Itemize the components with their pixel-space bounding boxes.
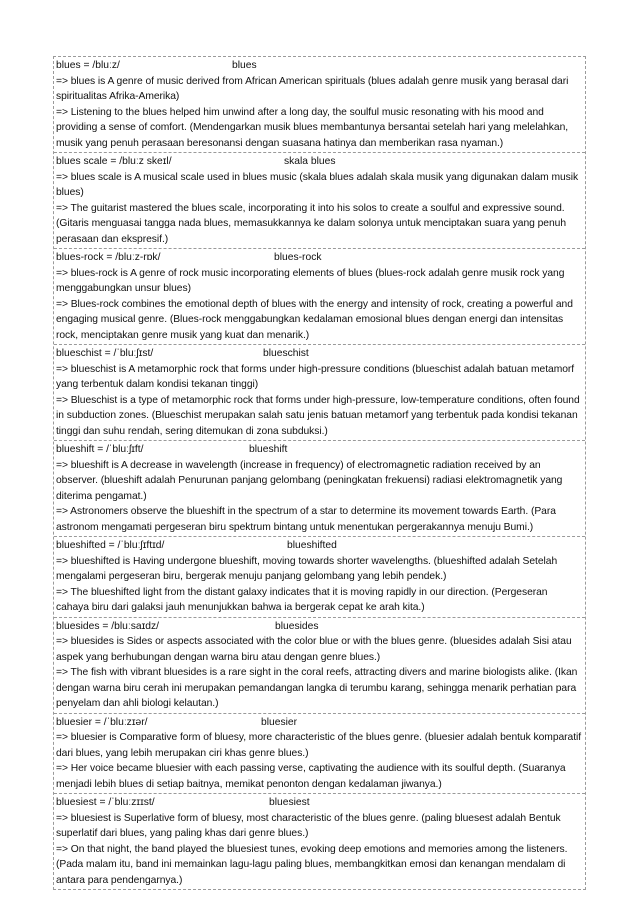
plain-word: bluesier xyxy=(261,716,298,728)
plain-word: blues xyxy=(232,60,257,71)
entry-blueschist xyxy=(54,345,585,441)
entry-blues-scale xyxy=(54,153,585,249)
headword-pronunciation: blues = /bluːz/ xyxy=(56,60,120,71)
entry-header xyxy=(56,442,583,458)
entry-blueshifted xyxy=(54,537,585,618)
definition-text: => bluesides is Sides or aspects associated with the color blue or with the blues genre. (bluesides adalah Sisi atau aspek yang berhubungan dengan warna biru atau dengan genre blues.) xyxy=(56,636,572,663)
entry-bluesides xyxy=(54,618,585,714)
entry-blues-rock xyxy=(54,249,585,345)
example-text: => The blueshifted light from the distant galaxy indicates that it is moving rapidly in our direction. (Pergeseran cahaya biru dari galaksi jauh menunjukkan bahwa ia bergerak cepat ke arah kita.) xyxy=(56,586,548,613)
plain-word: blueschist xyxy=(263,348,309,359)
definition-text: => blueshifted is Having undergone blueshift, moving towards shorter wavelengths. (blueshifted adalah Setelah mengalami pergeseran biru, bergerak menuju panjang gelombang yang lebih pendek.) xyxy=(56,555,558,582)
example-text: => Blues-rock combines the emotional depth of blues with the energy and intensity of rock, creating a powerful and engaging musical genre. (Blues-rock menggabungkan kedalaman emosional blues dengan energi dan intensitas rock, menciptakan genre musik yang kuat dan menarik.) xyxy=(56,298,573,341)
headword-pronunciation: blueshift = /ˈbluːʃɪft/ xyxy=(56,444,144,455)
plain-word: bluesiest xyxy=(269,797,310,808)
plain-word: blueshift xyxy=(249,444,288,455)
vocabulary-table xyxy=(53,56,586,890)
definition-text: => blues is A genre of music derived from African American spirituals (blues adalah genre musik yang berasal dari spiritualitas Afrika-Amerika) xyxy=(56,75,569,102)
example-text: => The fish with vibrant bluesides is a rare sight in the coral reefs, attracting divers and marine biologists alike. (Ikan dengan warna biru cerah ini merupakan pemandangan langka di terumbu karang, sehingga menarik perhatian para penyelam dan ahli biologi kelautan.) xyxy=(56,667,578,709)
headword-pronunciation: blues scale = /bluːz skeɪl/ xyxy=(56,156,172,167)
entry-header xyxy=(56,795,583,811)
example-text: => Blueschist is a type of metamorphic rock that forms under high-pressure, low-temperature conditions, often found in subduction zones. (Blueschist merupakan salah satu jenis batuan metamorf yang terbentuk pada kondisi tekanan tinggi dan suhu rendah, sering ditemukan di zona subduksi.) xyxy=(56,394,580,437)
plain-word: blueshifted xyxy=(287,540,337,551)
definition-text: => blues-rock is A genre of rock music incorporating elements of blues (blues-rock adalah genre musik rock yang menggabungkan unsur blues) xyxy=(56,267,565,294)
entry-header xyxy=(56,538,583,554)
entry-header xyxy=(56,154,583,170)
entry-header xyxy=(56,346,583,362)
example-text: => Her voice became bluesier with each passing verse, captivating the audience with its soulful depth. (Suaranya menjadi lebih blues di setiap baitnya, memikat penonton dengan kedalaman jiwanya.) xyxy=(56,763,566,790)
plain-word: bluesides xyxy=(275,620,319,632)
headword-pronunciation: bluesier = /ˈbluːzɪər/ xyxy=(56,716,148,728)
entry-blueshift xyxy=(54,441,585,537)
example-text: => On that night, the band played the bluesiest tunes, evoking deep emotions and memories among the listeners. (Pada malam itu, band ini memainkan lagu-lagu paling blues, membangkitkan emosi dan kenangan mendalam di antara para pendengarnya.) xyxy=(56,843,568,886)
headword-pronunciation: bluesides = /bluːsaɪdz/ xyxy=(56,620,159,632)
headword-pronunciation: blueschist = /ˈbluːʃɪst/ xyxy=(56,348,154,359)
headword-pronunciation: blueshifted = /ˈbluːʃɪftɪd/ xyxy=(56,540,165,551)
example-text: => The guitarist mastered the blues scale, incorporating it into his solos to create a soulful and expressive sound. (Gitaris menguasai tangga nada blues, memasukkannya ke dalam solonya untuk menciptakan suara yang penuh perasaan dan ekspresif.) xyxy=(56,202,567,245)
definition-text: => blues scale is A musical scale used in blues music (skala blues adalah skala musik yang digunakan dalam musik blues) xyxy=(56,171,579,198)
headword-pronunciation: bluesiest = /ˈbluːzɪɪst/ xyxy=(56,797,155,808)
entry-header xyxy=(56,619,583,635)
entry-blues xyxy=(54,57,585,153)
headword-pronunciation: blues-rock = /bluːz-rɒk/ xyxy=(56,252,161,263)
definition-text: => bluesiest is Superlative form of bluesy, most characteristic of the blues genre. (paling bluesest adalah Bentuk superlatif dari blues, yang paling khas dari genre blues.) xyxy=(56,812,561,839)
plain-word: skala blues xyxy=(284,156,336,167)
entry-bluesier xyxy=(54,714,585,795)
example-text: => Listening to the blues helped him unwind after a long day, the soulful music resonating with his mood and providing a sense of comfort. (Mendengarkan musik blues membantunya bersantai setelah hari yang melelahkan, musik yang penuh perasaan beresonansi dengan suasana hatinya dan memberikan rasa nyaman.) xyxy=(56,106,569,149)
example-text: => Astronomers observe the blueshift in the spectrum of a star to determine its movement towards Earth. (Para astronom mengamati pergeseran biru spektrum bintang untuk menentukan pergerakannya menuju Bumi.) xyxy=(56,506,556,533)
entry-bluesiest xyxy=(54,794,585,889)
plain-word: blues-rock xyxy=(274,252,322,263)
entry-header xyxy=(56,250,583,266)
definition-text: => bluesier is Comparative form of bluesy, more characteristic of the blues genre. (bluesier adalah bentuk komparatif dari blues, yang lebih merupakan ciri khas genre blues.) xyxy=(56,732,582,759)
entry-header xyxy=(56,715,583,731)
definition-text: => blueshift is A decrease in wavelength (increase in frequency) of electromagnetic radiation received by an observer. (blueshift adalah Penurunan panjang gelombang (peningkatan frekuensi) radiasi elektromagnetik yang diterima pengamat.) xyxy=(56,459,563,502)
entry-header xyxy=(56,58,583,74)
definition-text: => blueschist is A metamorphic rock that forms under high-pressure conditions (blueschist adalah batuan metamorf yang terbentuk dalam kondisi tekanan tinggi) xyxy=(56,363,575,390)
